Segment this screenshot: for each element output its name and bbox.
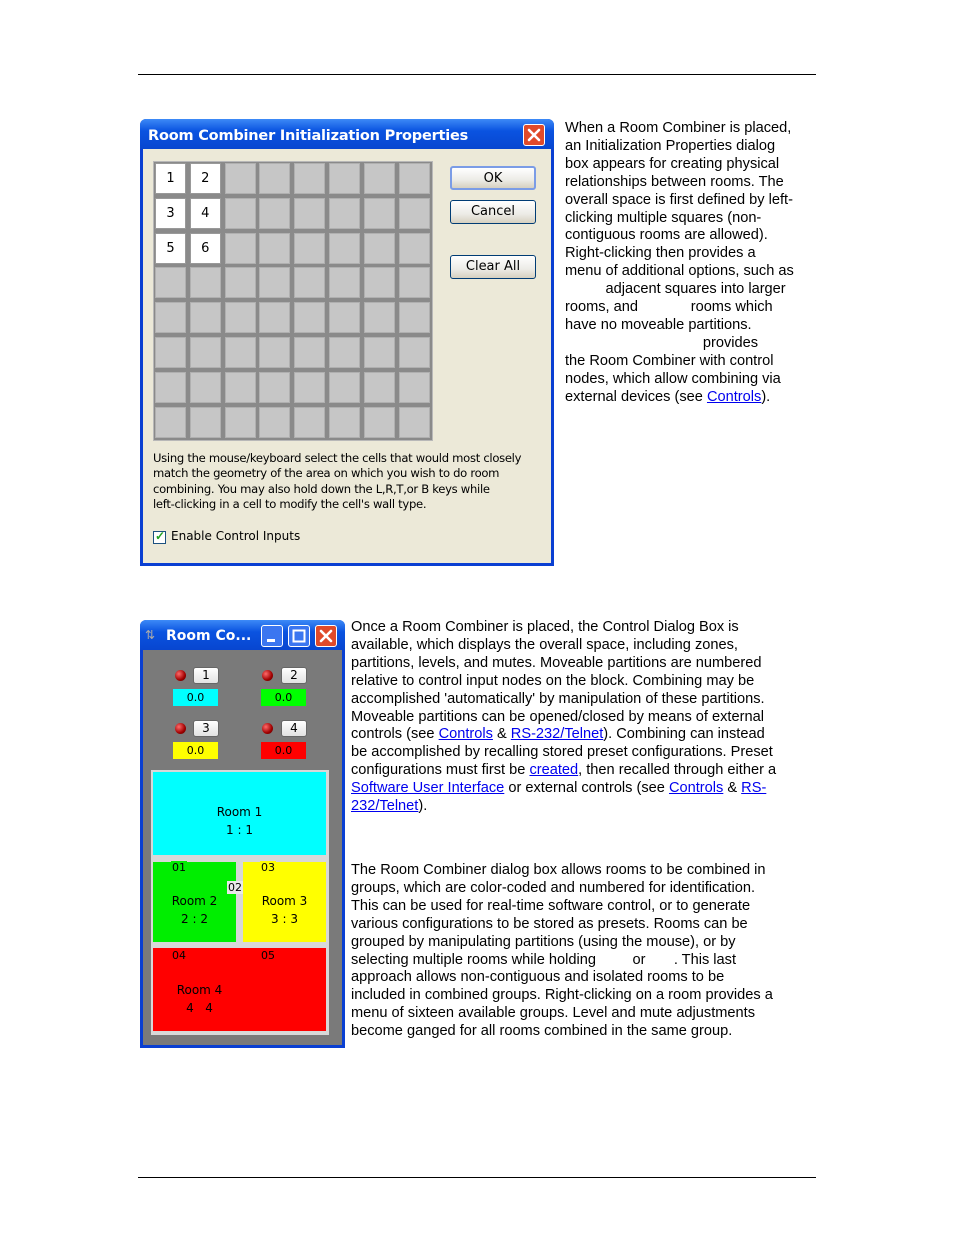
text-line: be accomplished by recalling stored preset configurations. Preset <box>351 744 773 761</box>
grid-cell[interactable] <box>364 198 395 229</box>
grid-cell[interactable] <box>225 198 256 229</box>
instructions-line: left-clicking in a cell to modify the cell's wall type. <box>153 497 427 512</box>
controls-link[interactable]: Controls <box>668 780 724 797</box>
minimize-button[interactable] <box>261 625 283 647</box>
grid-cell[interactable] <box>364 163 395 194</box>
text-line: an Initialization Properties dialog <box>565 137 776 154</box>
text-fragment: controls (see <box>351 726 439 743</box>
room-group: 2 : 2 <box>181 912 208 926</box>
dialog-titlebar[interactable] <box>140 620 345 650</box>
text-line: menu of sixteen available groups. Level and mute adjustments <box>351 1005 756 1022</box>
room-3[interactable] <box>243 862 326 942</box>
partition-level: 0.0 <box>261 742 306 759</box>
grid-cell[interactable] <box>190 267 221 298</box>
ok-button[interactable]: OK <box>450 166 536 190</box>
text-fragment: ). Combining can instead <box>603 726 765 743</box>
grid-cell[interactable] <box>190 372 221 403</box>
grid-cell[interactable] <box>259 163 290 194</box>
grid-cell[interactable] <box>329 233 360 264</box>
text-line: partitions, levels, and mutes. Moveable partitions are numbered <box>351 654 762 671</box>
room-group: 3 : 3 <box>271 912 298 926</box>
enable-control-inputs-checkbox[interactable] <box>153 531 166 544</box>
init-description <box>565 120 794 407</box>
room-2[interactable] <box>153 862 236 942</box>
text-line: accomplished 'automatically' by manipulation of these partitions. <box>351 690 765 707</box>
text-line <box>351 762 776 780</box>
text-line: available, which displays the overall space, including zones, <box>351 636 738 653</box>
grid-cell[interactable] <box>399 267 430 298</box>
text-line: relative to control input nodes on the block. Combining may be <box>351 672 755 689</box>
grid-cell[interactable] <box>155 267 186 298</box>
grid-cell[interactable] <box>294 372 325 403</box>
grid-cell[interactable] <box>329 302 360 333</box>
room-name: Room 2 <box>171 894 218 908</box>
text-line: menu of additional options, such as <box>565 263 794 280</box>
grid-cell[interactable] <box>225 302 256 333</box>
grid-cell[interactable] <box>294 233 325 264</box>
grid-cell[interactable] <box>259 267 290 298</box>
dialog-titlebar[interactable] <box>140 119 554 149</box>
grid-cell[interactable] <box>225 233 256 264</box>
partition-level: 0.0 <box>173 742 218 759</box>
grid-cell[interactable] <box>399 163 430 194</box>
text-line: Right-clicking then provides a <box>565 245 756 262</box>
close-button[interactable] <box>523 124 545 146</box>
partition-label[interactable]: 05 <box>261 949 275 962</box>
room-name: Room 1 <box>216 805 263 819</box>
rs232-telnet-link[interactable]: RS- <box>741 780 767 797</box>
header-rule <box>138 74 816 75</box>
text-line: groups, which are color-coded and numbered for identification. <box>351 879 755 896</box>
text-line: become ganged for all rooms combined in the same group. <box>351 1023 733 1040</box>
partition-button[interactable]: 3 <box>193 720 219 737</box>
grid-cell[interactable] <box>225 372 256 403</box>
text-line: Moveable partitions can be opened/closed by means of external <box>351 708 764 725</box>
rs232-telnet-link[interactable]: 232/Telnet <box>351 798 419 815</box>
minimize-icon <box>262 626 282 646</box>
control-dialog-description <box>351 619 776 816</box>
grid-cell[interactable] <box>294 337 325 368</box>
check-icon: ✓ <box>155 529 166 543</box>
close-button[interactable] <box>315 625 337 647</box>
partition-label[interactable]: 03 <box>261 861 275 874</box>
grid-cell[interactable] <box>329 337 360 368</box>
rs232-telnet-link[interactable]: RS-232/Telnet <box>510 726 604 743</box>
room-name: Room 3 <box>261 894 308 908</box>
partition-button[interactable]: 2 <box>281 667 307 684</box>
grid-cell[interactable] <box>294 198 325 229</box>
mute-led-icon[interactable] <box>175 723 186 734</box>
text-line: This can be used for real-time software control, or to generate <box>351 897 751 914</box>
grid-cell[interactable] <box>294 163 325 194</box>
instructions-line: combining. You may also hold down the L,R,T,or B keys while <box>153 481 490 496</box>
grid-cell-selected[interactable]: 3 <box>155 198 186 229</box>
grid-cell[interactable] <box>399 407 430 438</box>
partition-label[interactable]: 01 <box>172 861 186 874</box>
enable-control-inputs-label[interactable]: Enable Control Inputs <box>171 529 301 543</box>
text-line: box appears for creating physical <box>565 155 780 172</box>
room-1[interactable] <box>153 772 326 855</box>
grid-cell[interactable] <box>294 302 325 333</box>
text-fragment: external devices (see <box>565 388 707 405</box>
dialog-title: Room Co... <box>166 628 252 644</box>
grid-cell-selected[interactable]: 6 <box>190 233 221 264</box>
grid-cell[interactable] <box>190 407 221 438</box>
text-line: included in combined groups. Right-clicking on a room provides a <box>351 987 773 1004</box>
text-line: selecting multiple rooms while holding or . This last <box>351 951 737 968</box>
room-grid[interactable] <box>153 161 433 441</box>
init-properties-dialog <box>140 119 554 566</box>
grid-cell[interactable] <box>399 198 430 229</box>
grid-cell[interactable] <box>294 407 325 438</box>
mute-led-icon[interactable] <box>262 670 273 681</box>
instructions-line: match the geometry of the area on which you wish to do room <box>153 466 500 481</box>
grid-cell[interactable] <box>155 337 186 368</box>
grid-cell[interactable] <box>225 337 256 368</box>
text-fragment: & <box>723 780 742 797</box>
mute-led-icon[interactable] <box>175 670 186 681</box>
partition-level: 0.0 <box>173 689 218 706</box>
grid-cell[interactable] <box>329 163 360 194</box>
text-line: adjacent squares into larger <box>565 281 786 298</box>
text-line: the Room Combiner with control <box>565 352 774 369</box>
grid-cell[interactable] <box>294 267 325 298</box>
clear-all-button[interactable]: Clear All <box>450 255 536 279</box>
text-line: When a Room Combiner is placed, <box>565 120 792 136</box>
grid-cell-selected[interactable]: 5 <box>155 233 186 264</box>
text-line: grouped by manipulating partitions (using the mouse), or by <box>351 933 736 950</box>
text-fragment: & <box>492 726 511 743</box>
text-line: various configurations to be stored as presets. Rooms can be <box>351 915 748 932</box>
grid-cell[interactable] <box>364 302 395 333</box>
grid-cell[interactable] <box>259 372 290 403</box>
grid-cell[interactable] <box>225 267 256 298</box>
text-line <box>565 389 794 407</box>
created-link[interactable]: created <box>529 762 579 779</box>
instructions-text <box>153 451 543 513</box>
grid-cell[interactable] <box>364 372 395 403</box>
room-name: Room 4 <box>176 983 223 997</box>
grid-cell[interactable] <box>155 372 186 403</box>
grid-cell[interactable] <box>329 407 360 438</box>
grid-cell[interactable] <box>364 407 395 438</box>
controls-link[interactable]: Controls <box>438 726 493 743</box>
grid-cell[interactable] <box>364 337 395 368</box>
partition-button[interactable]: 4 <box>281 720 307 737</box>
grid-cell[interactable] <box>155 302 186 333</box>
grid-cell[interactable] <box>190 337 221 368</box>
text-fragment: ). <box>418 798 428 815</box>
grid-cell[interactable] <box>190 302 221 333</box>
text-fragment: configurations must first be <box>351 762 530 779</box>
grid-cell[interactable] <box>259 198 290 229</box>
grid-cell[interactable] <box>329 267 360 298</box>
grid-cell[interactable] <box>259 407 290 438</box>
text-fragment: ). <box>761 388 771 405</box>
partition-label[interactable]: 02 <box>228 881 242 894</box>
grid-cell-selected[interactable]: 2 <box>190 163 221 194</box>
grid-cell[interactable] <box>364 233 395 264</box>
text-fragment: , then recalled through either a <box>578 762 777 779</box>
controls-link[interactable]: Controls <box>706 388 762 405</box>
text-line <box>351 780 776 798</box>
partition-button[interactable]: 1 <box>193 667 219 684</box>
grid-cell[interactable] <box>259 233 290 264</box>
grid-cell[interactable] <box>259 302 290 333</box>
text-line: relationships between rooms. The <box>565 173 784 190</box>
text-line: nodes, which allow combining via <box>565 370 781 387</box>
software-user-interface-link[interactable]: Software User Interface <box>351 780 505 797</box>
grid-cell[interactable] <box>399 372 430 403</box>
grid-cell[interactable] <box>329 372 360 403</box>
text-line <box>351 798 776 816</box>
maximize-button[interactable] <box>288 625 310 647</box>
app-icon: ⇅ <box>145 628 156 642</box>
partition-label[interactable]: 04 <box>172 949 186 962</box>
grid-cell[interactable] <box>364 267 395 298</box>
grouping-description <box>351 862 773 1041</box>
dialog-body <box>143 149 551 563</box>
cancel-button[interactable]: Cancel <box>450 200 536 224</box>
text-line: clicking multiple squares (non- <box>565 209 762 226</box>
text-line: provides <box>565 334 759 351</box>
grid-cell[interactable] <box>399 233 430 264</box>
dialog-body <box>143 650 342 1045</box>
text-fragment: or external controls (see <box>504 780 669 797</box>
grid-cell[interactable] <box>225 407 256 438</box>
text-line: Once a Room Combiner is placed, the Control Dialog Box is <box>351 619 739 635</box>
grid-cell-selected[interactable]: 4 <box>190 198 221 229</box>
partition-level: 0.0 <box>261 689 306 706</box>
dialog-title: Room Combiner Initialization Properties <box>148 128 469 144</box>
text-line: approach allows non-contiguous and isolated rooms to be <box>351 969 725 986</box>
instructions-line: Using the mouse/keyboard select the cells that would most closely <box>153 451 522 465</box>
maximize-icon <box>289 626 309 646</box>
text-line: rooms, and rooms which <box>565 299 773 316</box>
text-line: contiguous rooms are allowed). <box>565 227 768 244</box>
grid-cell[interactable] <box>399 302 430 333</box>
grid-cell-selected[interactable]: 1 <box>155 163 186 194</box>
text-line: overall space is first defined by left- <box>565 191 793 208</box>
room-group: 1 : 1 <box>226 823 253 837</box>
mute-led-icon[interactable] <box>262 723 273 734</box>
close-icon <box>316 626 336 646</box>
room-group: 4 4 <box>186 1001 213 1015</box>
grid-cell[interactable] <box>399 337 430 368</box>
text-line <box>351 726 776 744</box>
room-combiner-control-dialog <box>140 620 345 1048</box>
close-icon <box>524 125 544 145</box>
grid-cell[interactable] <box>329 198 360 229</box>
footer-rule <box>138 1177 816 1178</box>
grid-cell[interactable] <box>225 163 256 194</box>
text-line: The Room Combiner dialog box allows rooms to be combined in <box>351 862 766 878</box>
grid-cell[interactable] <box>259 337 290 368</box>
grid-cell[interactable] <box>155 407 186 438</box>
text-line: have no moveable partitions. <box>565 316 752 333</box>
